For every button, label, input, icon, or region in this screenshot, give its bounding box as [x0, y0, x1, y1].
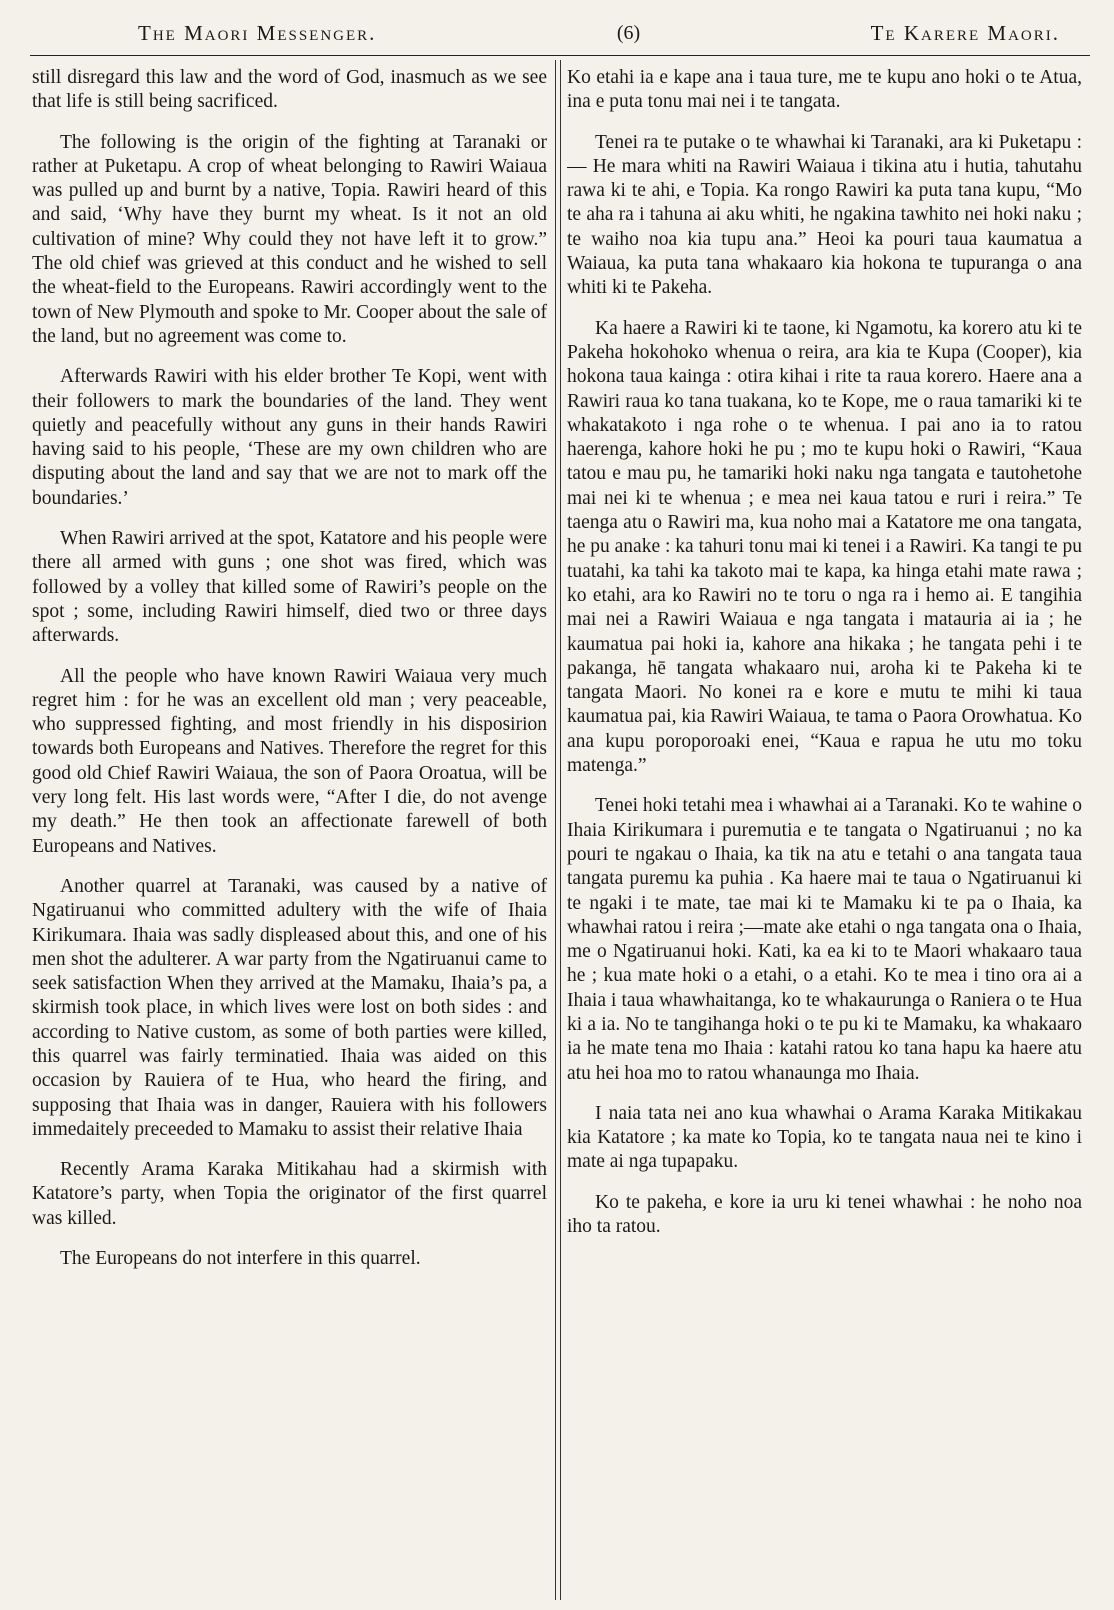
maori-paragraph: Tenei ra te putake o te whawhai ki Taranaki, ara ki Puketapu :— He mara whiti na Rawiri Waiaua i tikina atu i hutia, tahutahu rawa ki te ahi, e Topia. Ka rongo Rawiri ka puta tana kupu, “Mo te aha ra i tahuna ai aku whiti, he ngakina tawhito nei hoki naku ; te waiho noa kia tupu ana.” Heoi ka pouri taua kaumatua a Waiaua, ka puta tana whakaaro kia hokona te tupuranga o ana whiti ki te Pakeha. — [567, 131, 1082, 299]
masthead — [30, 16, 1090, 50]
maori-paragraph: I naia tata nei ano kua whawhai o Arama Karaka Mitikakau kia Katatore ; ka mate ko Topia, ko te tangata naua nei te kino i mate ai nga tupapaku. — [567, 1102, 1082, 1173]
english-paragraph: Recently Arama Karaka Mitikahau had a skirmish with Katatore’s party, when Topia the originator of the first quarrel was killed. — [32, 1159, 547, 1229]
masthead-maori-title: Te Karere Maori. — [870, 20, 1060, 45]
english-paragraph: All the people who have known Rawiri Waiaua very much regret him : for he was an excellent old man ; very peaceable, who suppressed fighting, and most friendly in his disposirion towards both Europeans and Natives. Therefore the regret for this good old Chief Rawiri Waiaua, the son of Paora Oroatua, will be very long felt. His last words were, “After I die, do not avenge my death.” He then took an affectionate farewell of both Europeans and Natives. — [32, 665, 547, 857]
maori-column — [567, 66, 1082, 1606]
header-rule — [30, 55, 1090, 56]
page-number: (6) — [616, 21, 641, 44]
english-paragraph: still disregard this law and the word of God, inasmuch as we see that life is still being sacrificed. — [32, 67, 547, 113]
maori-paragraph: Ko te pakeha, e kore ia uru ki tenei whawhai : he noho noa iho ta ratou. — [567, 1191, 1082, 1238]
english-paragraph: Afterwards Rawiri with his elder brother Te Kopi, went with their followers to mark the boundaries of the land. They went quietly and peacefully without any guns in their hands Rawiri having said to his people, ‘These are my own children who are disputing about the land and say that we are not to mark off the boundaries.’ — [32, 366, 547, 509]
masthead-english-title: The Maori Messenger. — [138, 20, 377, 45]
maori-paragraph: Ka haere a Rawiri ki te taone, ki Ngamotu, ka korero atu ki te Pakeha hokohoko whenua o reira, ara kia te Kupa (Cooper), kia hokona taua kainga : otira kihai i rite ta raua korero. Haere ana a Rawiri raua ko tana tuakana, ko te Kope, me o raua tamariki ki te whakatakoto i nga rohe o te whenua. I pai ano ia to ratou haerenga, kahore hoki he pu ; mo te kupu hoki o Rawiri, “Kaua tatou e mau pu, he tamariki hoki naku nga tangata e tautohetohe mai nei ki te whenua ; e mea nei kaua tatou e ruri i reira.” Te taenga atu o Rawiri ma, kua noho mai a Katatore me ona tangata, he pu anake : ka tahuri tonu mai ki tenei i a Rawiri. Ka tangi te pu tuatahi, ka tahi ka takoto mai te kapa, ka hinga etahi mate rawa ; ko etahi, ara ko Rawiri no te toru o nga ra i hemo ai. E tangihia mai nei a Rawiri Waiaua e nga tangata i matauria ai ia ; he kaumatua pai hoki ia, kahore ana hikaka ; he tangata pehi i te pakanga, hē tangata whakaaro nui, aroha ki te Pakeha ki te tangata Maori. No konei ra e kore e mutu te mihi ki taua kaumatua pai, kia Rawiri Waiaua, te tama o Paora Orowhatua. Ko ana kupu poroporoaki enei, “Kaua e rapua he utu mo toku matenga.” — [567, 317, 1082, 777]
english-paragraph: When Rawiri arrived at the spot, Katatore and his people were there all armed with guns ; one shot was fired, which was followed by a volley that killed some of Rawiri’s people on the spot ; some, including Rawiri himself, died two or three days afterwards. — [32, 528, 547, 647]
english-paragraph: Another quarrel at Taranaki, was caused by a native of Ngatiruanui who committed adultery with the wife of Ihaia Kirikumara. Ihaia was sadly displeased about this, and one of his men shot the adulterer. A war party from the Ngatiruanui came to seek satisfaction When they arrived at the Mamaku, Ihaia’s pa, a skirmish took place, in which lives were lost on both sides : and according to Native custom, as some of both parties were killed, this quarrel was fairly terminatied. Ihaia was aided on this occasion by Rauiera of te Hua, who heard the firing, and supposing that Ihaia was in danger, Rauiera with his followers immedaitely preceeded to Mamaku to assist their relative Ihaia — [32, 875, 547, 1140]
english-paragraph: The Europeans do not interfere in this quarrel. — [60, 1248, 421, 1270]
column-divider — [555, 60, 561, 1600]
english-column — [32, 66, 547, 1606]
english-paragraph: The following is the origin of the fighting at Taranaki or rather at Puketapu. A crop of wheat belonging to Rawiri Waiaua was pulled up and burnt by a native, Topia. Rawiri heard of this and said, ‘Why have they burnt my wheat. Is it not an old cultivation of mine? Why could they not have left it to grow.” The old chief was grieved at this conduct and he wished to sell the wheat-field to the Europeans. Rawiri accordingly went to the town of New Plymouth and spoke to Mr. Cooper about the sale of the land, but no agreement was come to. — [32, 131, 547, 347]
maori-paragraph: Tenei hoki tetahi mea i whawhai ai a Taranaki. Ko te wahine o Ihaia Kirikumara i puremutia e te tangata o Ngatiruanui ; no ka pouri te ngakau o Ihaia, ka tik na atu e tetahi o ana tangata taua tangata puremu ka puhia . Ka haere mai te taua o Ngatiruanui ki te ngaki i te mate, tae mai ki te Mamaku ki te pa o Ihaia, ka whawhai ratou i reira ;—mate ake etahi o nga tangata ona o Ihaia, me o Ngatiruanui hoki. Kati, ka ea ki to te Maori whakaaro taua he ; kua mate hoki o a etahi, o a etahi. Ko te mea i tino ora ai a Ihaia i taua whawhaitanga, ko te whakaurunga o Raniera o te Hua ki a ia. No te tangihanga hoki o te pu ki te Mamaku, ka whakaaro ia he mate tena mo Ihaia : katahi ratou ko tana hapu ka haere atu atu hei hoa mo to ratou whanaunga mo Ihaia. — [567, 795, 1082, 1084]
maori-paragraph: Ko etahi ia e kape ana i taua ture, me te kupu ano hoki o te Atua, ina e puta tonu mai nei i te tangata. — [567, 67, 1082, 113]
